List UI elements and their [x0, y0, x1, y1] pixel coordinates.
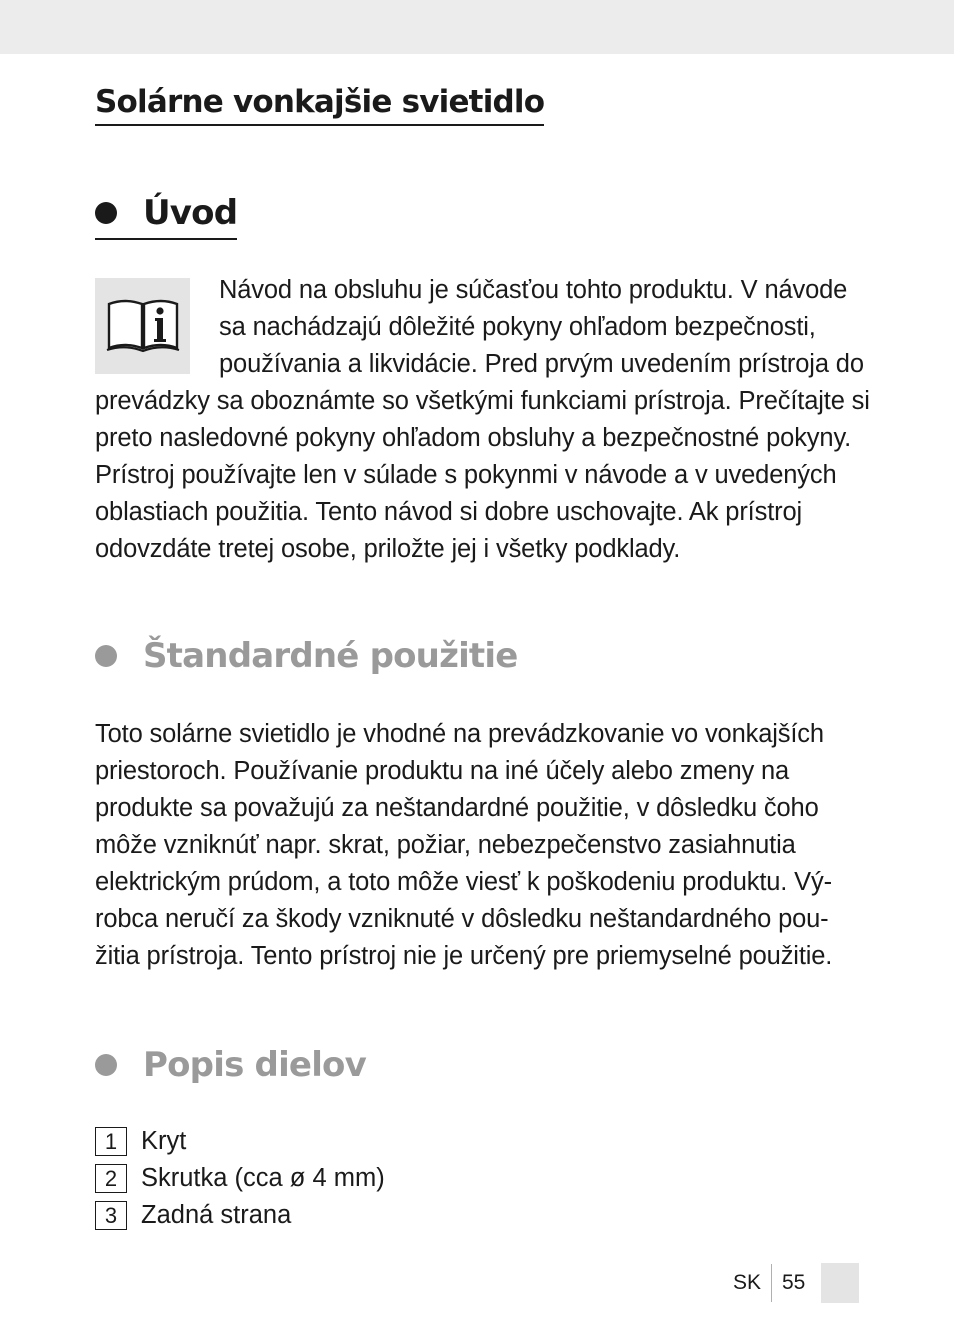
footer-divider: [771, 1264, 772, 1302]
intended-use-line: Toto solárne svietidlo je vhodné na prevádzkovanie vo vonkajších: [95, 720, 824, 748]
bullet-icon: [95, 202, 117, 224]
parts-list-item: [95, 1197, 291, 1234]
parts-list-item: [95, 1123, 186, 1160]
footer-tab-marker: [821, 1263, 859, 1303]
section-title-intro: Úvod: [143, 193, 238, 233]
document-title: Solárne vonkajšie svietidlo: [95, 80, 544, 126]
parts-list-item: [95, 1160, 385, 1197]
intended-use-line: robca neručí za škody vzniknuté v dôsledku neštandardného pou-: [95, 905, 829, 933]
book-info-icon-graphic: [103, 296, 183, 356]
intro-line: Návod na obsluhu je súčasťou tohto produktu. V návode: [219, 276, 848, 304]
intro-line: preto nasledovné pokyny ohľadom obsluhy a bezpečnostné pokyny.: [95, 424, 852, 452]
part-label: Zadná strana: [141, 1201, 292, 1229]
intended-use-line: môže vzniknúť napr. skrat, požiar, nebezpečenstvo zasiahnutia: [95, 831, 796, 859]
bullet-icon: [95, 645, 117, 667]
intended-use-line: priestoroch. Používanie produktu na iné účely alebo zmeny na: [95, 757, 790, 785]
bullet-icon: [95, 1054, 117, 1076]
page-number: 55: [782, 1271, 806, 1294]
intro-line: sa nachádzajú dôležité pokyny ohľadom bezpečnosti,: [219, 313, 816, 341]
intended-use-line: produkte sa považujú za neštandardné použitie, v dôsledku čoho: [95, 794, 819, 822]
section-title-intended-use: Štandardné použitie: [143, 636, 518, 676]
section-heading-intended-use: [95, 633, 518, 679]
intro-line: oblastiach použitia. Tento návod si dobre uschovajte. Ak prístroj: [95, 498, 803, 526]
section-title-parts: Popis dielov: [143, 1045, 366, 1085]
book-info-icon: [95, 278, 190, 374]
part-label: Kryt: [141, 1127, 187, 1155]
part-number-box: 1: [95, 1127, 127, 1156]
footer-language-code: SK: [733, 1271, 762, 1294]
part-number-box: 3: [95, 1201, 127, 1230]
intended-use-line: žitia prístroja. Tento prístroj nie je určený pre priemyselné použitie.: [95, 942, 833, 970]
part-number-box: 2: [95, 1164, 127, 1193]
intro-line: používania a likvidácie. Pred prvým uvedením prístroja do: [219, 350, 864, 378]
top-band: [0, 0, 954, 54]
intro-line: prevádzky sa oboznámte so všetkými funkciami prístroja. Prečítajte si: [95, 387, 870, 415]
intro-line: Prístroj používajte len v súlade s pokynmi v návode a v uvedených: [95, 461, 837, 489]
part-label: Skrutka (cca ø 4 mm): [141, 1164, 385, 1192]
section-heading-parts: [95, 1042, 366, 1088]
section-heading-intro: [95, 190, 237, 240]
intro-line: odovzdáte tretej osobe, priložte jej i všetky podklady.: [95, 535, 681, 563]
intended-use-line: elektrickým prúdom, a toto môže viesť k poškodeniu produktu. Vý-: [95, 868, 832, 896]
